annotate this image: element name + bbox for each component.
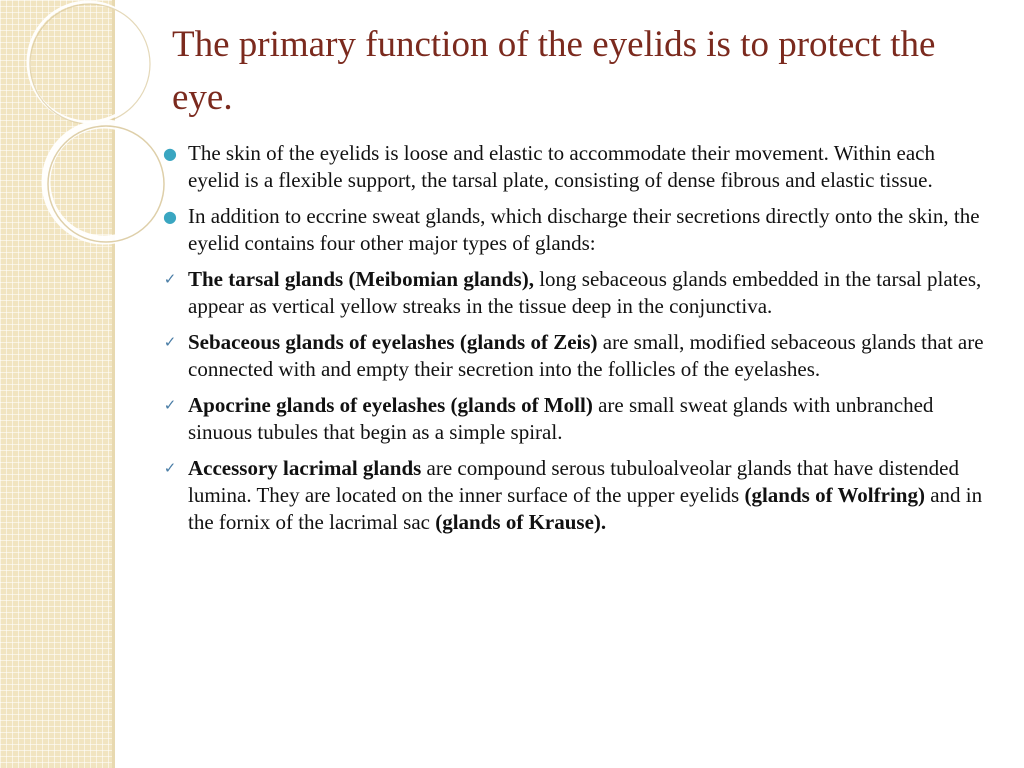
check-icon: ✓ <box>163 396 177 414</box>
bullet-icon: ● <box>163 207 177 226</box>
item-bold-term: (glands of Krause). <box>435 510 607 534</box>
item-bold-term: Sebaceous glands of eyelashes (glands of Zeis) <box>188 330 598 354</box>
list-item <box>160 266 990 320</box>
item-text: long sebaceous glands embedded in the tarsal plates, appear as vertical yellow streaks in the tissue deep in the conjunctiva. <box>188 267 982 318</box>
check-icon: ✓ <box>163 459 177 477</box>
slide-content-list <box>160 140 990 545</box>
item-text: The skin of the eyelids is loose and elastic to accommodate their movement. Within each eyelid is a flexible support, the tarsal plate, consisting of dense fibrous and elastic tissue. <box>188 141 935 192</box>
item-bold-term: Accessory lacrimal glands <box>188 456 422 480</box>
item-text: are small sweat glands with unbranched sinuous tubules that begin as a simple spiral. <box>188 393 934 444</box>
item-text: are small, modified sebaceous glands that are connected with and empty their secretion into the follicles of the eyelashes. <box>188 330 984 381</box>
item-bold-term: Apocrine glands of eyelashes (glands of Moll) <box>188 393 593 417</box>
list-item <box>160 329 990 383</box>
item-text: and in the fornix of the lacrimal sac <box>188 483 983 534</box>
decorative-rings <box>0 0 170 260</box>
item-bold-term: (glands of Wolfring) <box>744 483 925 507</box>
item-text: In addition to eccrine sweat glands, which discharge their secretions directly onto the skin, the eyelid contains four other major types of glands: <box>188 204 980 255</box>
list-item <box>160 392 990 446</box>
list-item <box>160 140 990 194</box>
item-text: are compound serous tubuloalveolar glands that have distended lumina. They are located on the inner surface of the upper eyelids <box>188 456 959 507</box>
check-icon: ✓ <box>163 333 177 351</box>
list-item <box>160 455 990 536</box>
bullet-icon: ● <box>163 144 177 163</box>
item-bold-term: The tarsal glands (Meibomian glands), <box>188 267 534 291</box>
slide-title: The primary function of the eyelids is to protect the eye. <box>172 24 936 118</box>
list-item <box>160 203 990 257</box>
check-icon: ✓ <box>163 270 177 288</box>
ring-small-shadow <box>48 126 164 242</box>
